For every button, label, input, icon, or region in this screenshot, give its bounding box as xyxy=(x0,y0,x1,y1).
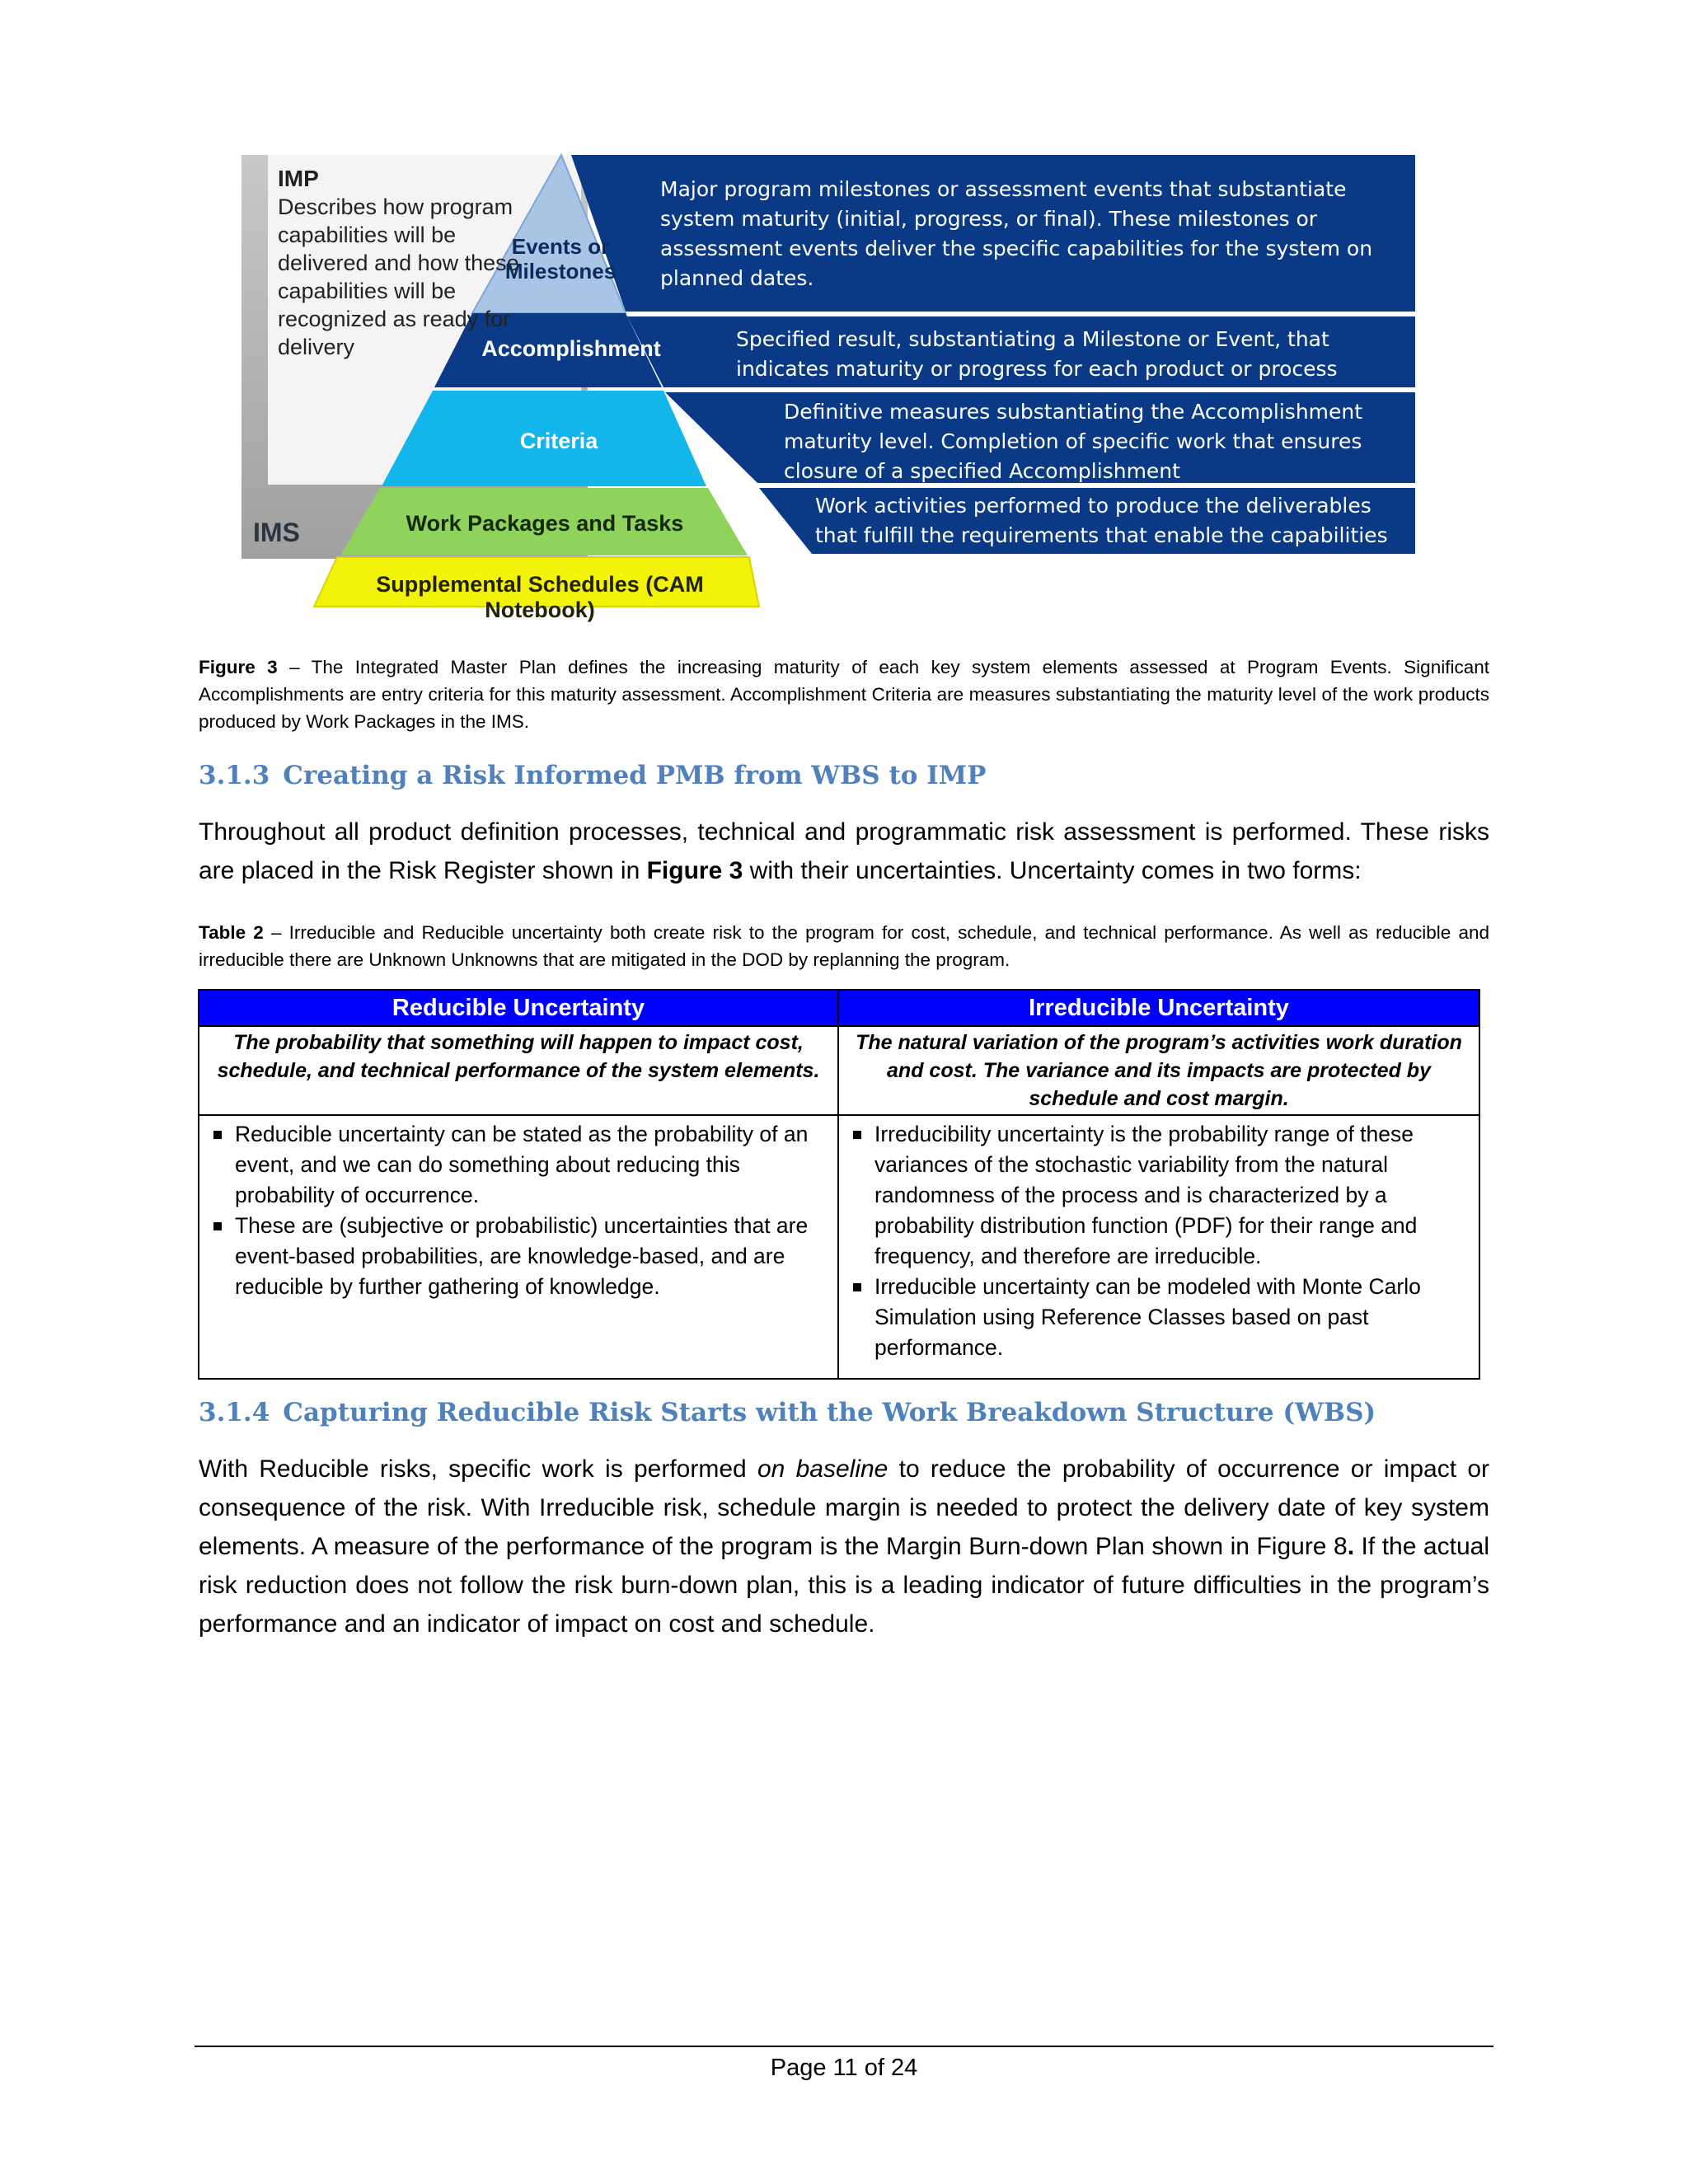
footer-rule xyxy=(195,2046,1493,2047)
paragraph-text-end: with their uncertainties. Uncertainty comes in two forms: xyxy=(743,857,1362,884)
table-caption-text: – Irreducible and Reducible uncertainty both create risk to the program for cost, schedule, and technical performance. As well as reducible and irreducible there are Unknown Unknowns that are mitigated in the DOD by replanning the program. xyxy=(199,922,1489,970)
section-heading-3-1-4 xyxy=(199,1398,1376,1427)
page-number: Page 11 of 24 xyxy=(770,2055,918,2081)
paragraph-text: Throughout all product definition processes, technical and programmatic risk assessment is performed. These risks are placed in the Risk Register shown in xyxy=(199,818,1489,884)
irreducible-cell xyxy=(838,1115,1479,1379)
table-bullet-row xyxy=(199,1115,1479,1379)
level-description-events: Major program milestones or assessment events that substantiate system maturity (initial, progress, or final). These milestones or assessment events deliver the specific capabilities for the system on planned dates. xyxy=(660,177,1373,290)
list-item: Irreducible uncertainty can be modeled with Monte Carlo Simulation using Reference Classes based on past performance. xyxy=(852,1272,1469,1363)
ims-label: IMS xyxy=(253,518,300,547)
section-number: 3.1.3 xyxy=(199,761,270,790)
definition-reducible: The probability that something will happen to impact cost, schedule, and technical performance of the system elements. xyxy=(199,1026,838,1115)
reducible-cell xyxy=(199,1115,838,1379)
paragraph-text: With Reducible risks, specific work is performed xyxy=(199,1455,757,1483)
level-description-criteria: Definitive measures substantiating the Accomplishment maturity level. Completion of specific work that ensures closure of a specified Accomplishment xyxy=(784,400,1363,483)
header-irreducible: Irreducible Uncertainty xyxy=(838,990,1479,1026)
table-caption xyxy=(199,919,1489,973)
level-label-work-packages: Work Packages and Tasks xyxy=(406,511,684,536)
italic-phrase: on baseline xyxy=(757,1455,889,1483)
figure-caption-text: – The Integrated Master Plan defines the increasing maturity of each key system elements assessed at Program Events. Significant Accomplishments are entry criteria for this maturity assessment. Accomplishment Criteria are measures substantiating the maturity level of the work products produced by Work Packages in the IMS. xyxy=(199,657,1489,732)
figure-caption xyxy=(199,654,1489,735)
list-item: Reducible uncertainty can be stated as the probability of an event, and we can do something about reducing this probability of occurrence. xyxy=(213,1119,828,1211)
table-definition-row xyxy=(199,1026,1479,1115)
table-header-row xyxy=(199,990,1479,1026)
uncertainty-table xyxy=(198,989,1480,1380)
imp-ims-figure xyxy=(235,148,1422,622)
list-item: These are (subjective or probabilistic) uncertainties that are event-based probabilities, are knowledge-based, and are reducible by further gathering of knowledge. xyxy=(213,1211,828,1302)
level-label-accomplishment: Accomplishment xyxy=(481,336,661,361)
figure-reference: Figure 3 xyxy=(646,857,743,884)
imp-title: IMP xyxy=(278,166,319,191)
level-label-supplemental: Supplemental Schedules (CAM Notebook) xyxy=(376,572,704,622)
paragraph-text-middle: to reduce the probability of occurrence or impact or consequence of the risk. With Irreducible risk, schedule margin is needed to protect the delivery date of key system elements. A measure of the performance of the program is the Margin Burn-down Plan shown in Figure 8 xyxy=(199,1455,1489,1560)
section-title: Creating a Risk Informed PMB from WBS to IMP xyxy=(283,761,987,790)
list-item: Irreducibility uncertainty is the probability range of these variances of the stochastic variability from the natural randomness of the process and is characterized by a probability distribution function (PDF) for their range and frequency, and therefore are irreducible. xyxy=(852,1119,1469,1272)
paragraph-text-end: If the actual risk reduction does not follow the risk burn-down plan, this is a leading indicator of future difficulties in the program’s performance and an indicator of impact on cost and schedule. xyxy=(199,1533,1489,1638)
paragraph-reducible-risk xyxy=(199,1450,1489,1643)
section-title: Capturing Reducible Risk Starts with the Work Breakdown Structure (WBS) xyxy=(283,1398,1376,1427)
definition-irreducible: The natural variation of the program’s activities work duration and cost. The variance and its impacts are protected by schedule and cost margin. xyxy=(838,1026,1479,1115)
level-label-events: Events or Milestones xyxy=(504,234,617,284)
table-caption-label: Table 2 xyxy=(199,922,264,943)
level-description-accomplishment: Specified result, substantiating a Milestone or Event, that indicates maturity or progress for each product or process xyxy=(736,327,1338,381)
section-number: 3.1.4 xyxy=(199,1398,270,1427)
paragraph-risk-register xyxy=(199,813,1489,890)
header-reducible: Reducible Uncertainty xyxy=(199,990,838,1026)
imp-description: Describes how program capabilities will be delivered and how these capabilities will be recognized as ready for delivery xyxy=(278,194,519,359)
section-heading-3-1-3 xyxy=(199,761,986,790)
level-label-criteria: Criteria xyxy=(519,429,598,453)
level-description-work-packages: Work activities performed to produce the deliverables that fulfill the requirements that enable the capabilities xyxy=(815,494,1388,547)
figure-caption-label: Figure 3 xyxy=(199,657,278,677)
bold-period: . xyxy=(1347,1533,1355,1560)
